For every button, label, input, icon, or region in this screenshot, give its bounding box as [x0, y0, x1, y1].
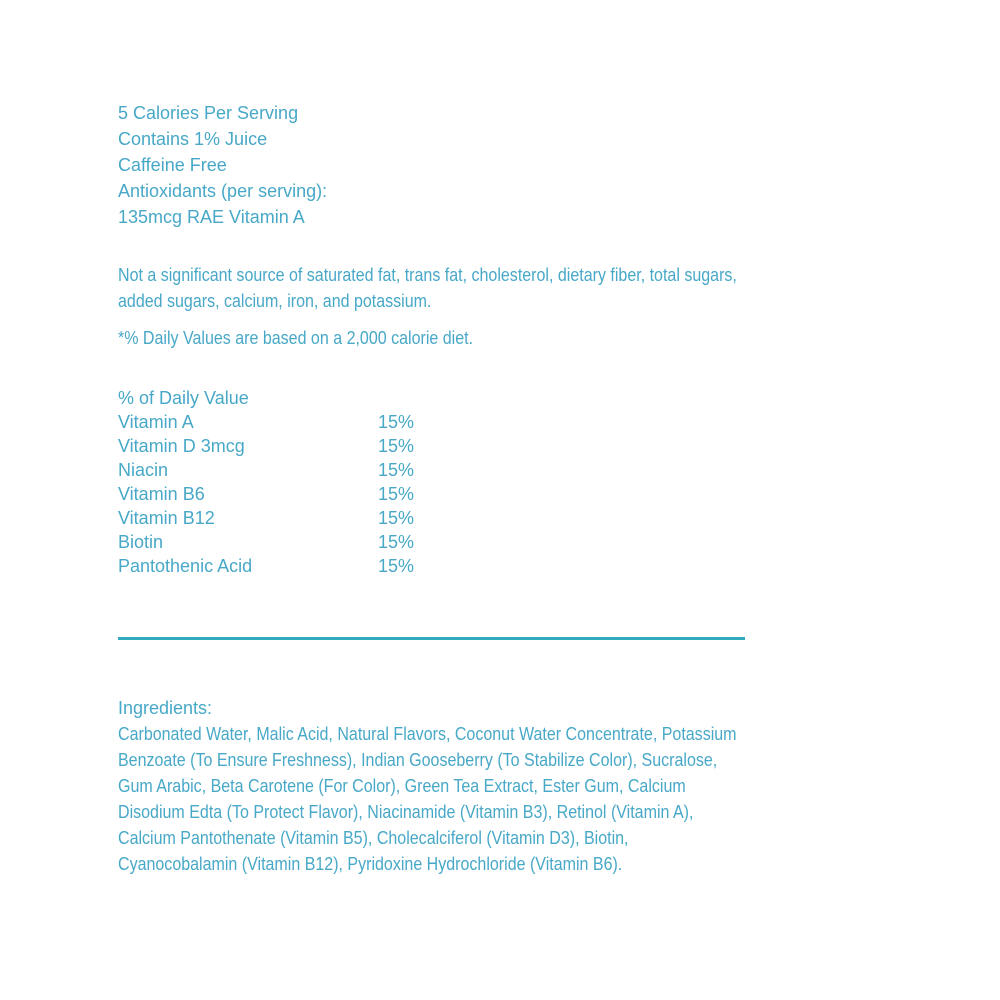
nutrient-label: Vitamin B12 — [118, 508, 215, 528]
nutrient-percent: 15% — [378, 484, 415, 504]
nutrient-label: Niacin — [118, 460, 169, 480]
caffeine-free-text: Caffeine Free — [118, 155, 227, 175]
daily-values-header: % of Daily Value — [118, 388, 249, 408]
vitamin-a-amount-text: 135mcg RAE Vitamin A — [118, 207, 305, 227]
table-row — [118, 434, 748, 458]
calories-per-serving-text: 5 Calories Per Serving — [118, 103, 299, 123]
nutrient-label: Vitamin A — [118, 412, 194, 432]
daily-value-note-text: *% Daily Values are based on a 2,000 calorie diet. — [118, 328, 474, 348]
ingredients-section — [118, 695, 748, 877]
table-row — [118, 482, 748, 506]
table-row — [118, 554, 748, 578]
nutrient-label: Pantothenic Acid — [118, 556, 253, 576]
product-highlights — [118, 100, 748, 230]
daily-values-table — [118, 387, 748, 578]
nutrient-percent: 15% — [378, 436, 415, 456]
nutrient-percent: 15% — [378, 556, 415, 576]
section-divider — [118, 637, 745, 640]
nutrient-percent: 15% — [378, 532, 415, 552]
table-row — [118, 506, 748, 530]
nutrient-label: Vitamin D 3mcg — [118, 436, 245, 456]
not-significant-source-text: Not a significant source of saturated fat, trans fat, cholesterol, dietary fiber, total sugars, added sugars, calcium, iron, and potassium. — [118, 265, 737, 311]
ingredients-heading: Ingredients: — [118, 698, 213, 718]
table-row — [118, 530, 748, 554]
antioxidants-heading-text: Antioxidants (per serving): — [118, 181, 328, 201]
nutrient-label: Vitamin B6 — [118, 484, 205, 504]
label-panel — [118, 100, 748, 877]
ingredients-list-text: Carbonated Water, Malic Acid, Natural Flavors, Coconut Water Concentrate, Potassium Benzoate (To Ensure Freshness), Indian Gooseberry (To Stabilize Color), Sucralose, Gum Arabic, Beta Carotene (For Color), Green Tea Extract, Ester Gum, Calcium Disodium Edta (To Protect Flavor), Niacinamide (Vitamin B3), Retinol (Vitamin A), Calcium Pantothenate (Vitamin B5), Cholecalciferol (Vitamin D3), Biotin, Cyanocobalamin (Vitamin B12), Pyridoxine Hydrochloride (Vitamin B6). — [118, 724, 737, 874]
nutrient-percent: 15% — [378, 508, 415, 528]
nutrient-label: Biotin — [118, 532, 164, 552]
table-row — [118, 458, 748, 482]
juice-content-text: Contains 1% Juice — [118, 129, 268, 149]
nutrient-percent: 15% — [378, 412, 415, 432]
nutrient-percent: 15% — [378, 460, 415, 480]
table-row — [118, 410, 748, 434]
